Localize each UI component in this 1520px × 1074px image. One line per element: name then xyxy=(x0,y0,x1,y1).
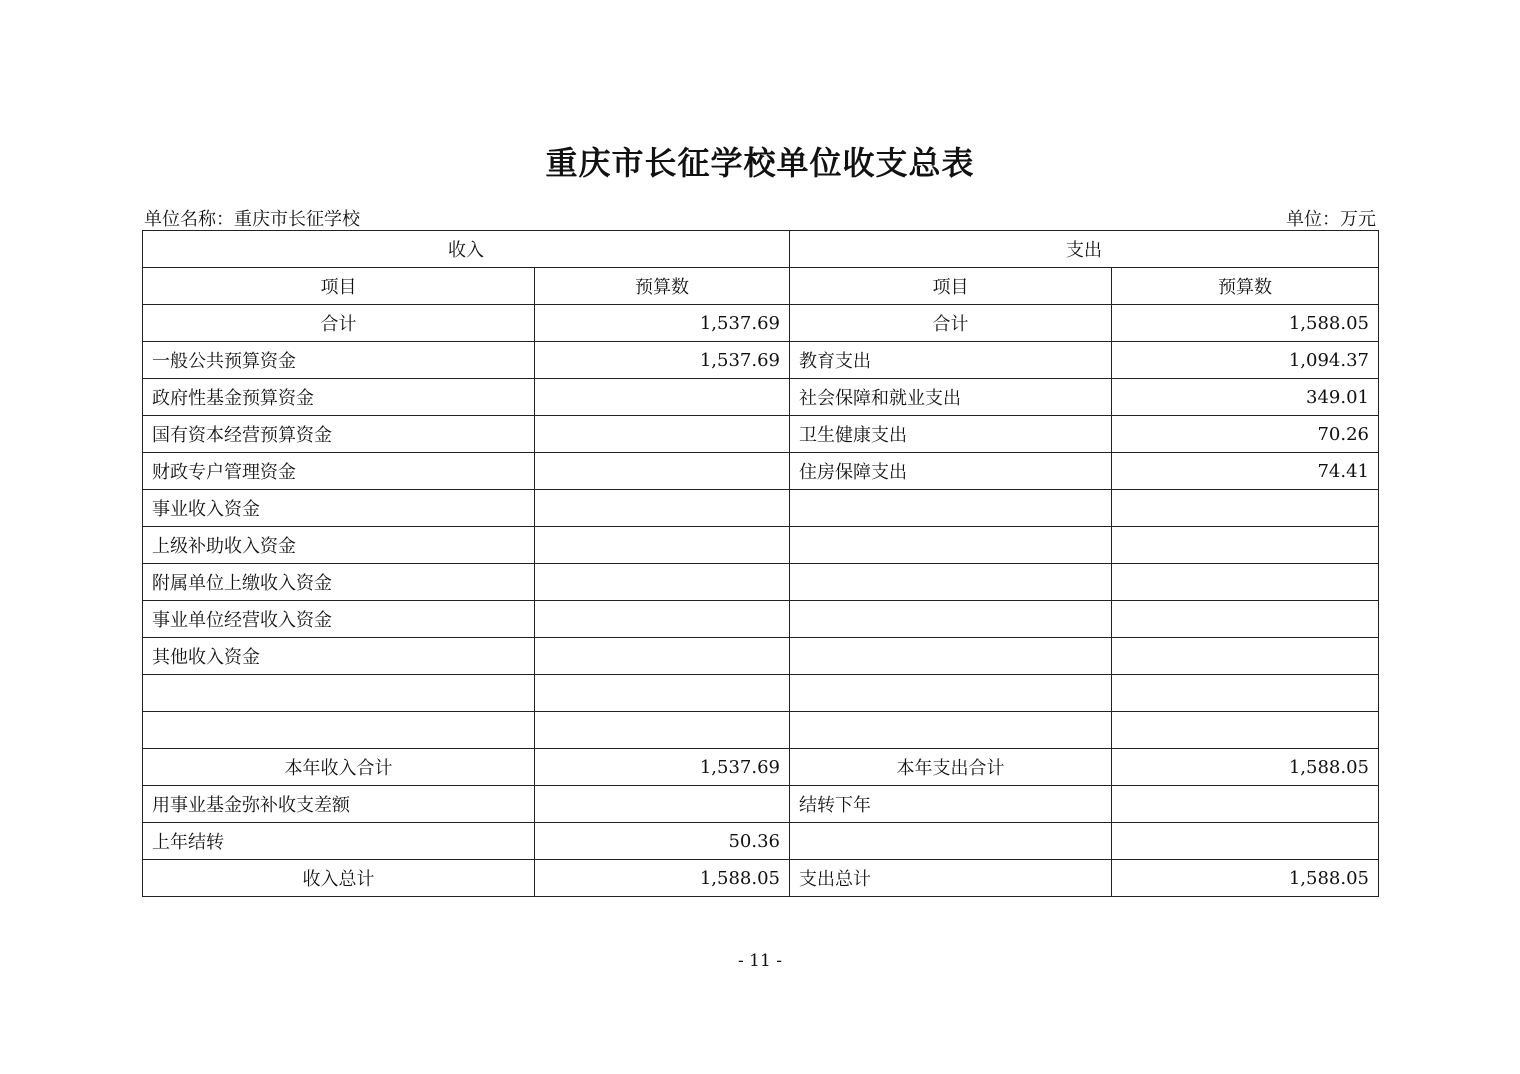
income-item-cell: 合计 xyxy=(143,305,535,342)
income-item-cell: 用事业基金弥补收支差额 xyxy=(143,786,535,823)
expense-value-cell: 349.01 xyxy=(1112,379,1379,416)
expense-item-cell: 本年支出合计 xyxy=(790,749,1112,786)
income-item-cell: 事业收入资金 xyxy=(143,490,535,527)
expense-value-cell xyxy=(1112,712,1379,749)
table-row xyxy=(143,823,1379,860)
income-budget-header: 预算数 xyxy=(535,268,790,305)
table-row xyxy=(143,305,1379,342)
expense-item-cell xyxy=(790,675,1112,712)
expense-item-cell: 支出总计 xyxy=(790,860,1112,897)
page-number: - 11 - xyxy=(738,951,782,971)
income-value-cell xyxy=(535,453,790,490)
expense-item-cell: 合计 xyxy=(790,305,1112,342)
income-item-cell: 政府性基金预算资金 xyxy=(143,379,535,416)
expense-item-cell: 结转下年 xyxy=(790,786,1112,823)
expense-item-cell xyxy=(790,490,1112,527)
expense-value-cell: 70.26 xyxy=(1112,416,1379,453)
expense-item-cell xyxy=(790,712,1112,749)
expense-value-cell: 1,094.37 xyxy=(1112,342,1379,379)
income-value-cell: 1,537.69 xyxy=(535,749,790,786)
income-item-cell: 收入总计 xyxy=(143,860,535,897)
table-row xyxy=(143,564,1379,601)
income-item-header: 项目 xyxy=(143,268,535,305)
income-item-cell: 上年结转 xyxy=(143,823,535,860)
expense-value-cell xyxy=(1112,638,1379,675)
table-row xyxy=(143,453,1379,490)
expense-value-cell xyxy=(1112,490,1379,527)
unit-name-label: 单位名称：重庆市长征学校 xyxy=(144,209,360,230)
expense-value-cell: 1,588.05 xyxy=(1112,860,1379,897)
income-value-cell: 50.36 xyxy=(535,823,790,860)
expense-value-cell: 74.41 xyxy=(1112,453,1379,490)
expense-value-cell: 1,588.05 xyxy=(1112,749,1379,786)
income-value-cell xyxy=(535,638,790,675)
expense-value-cell: 1,588.05 xyxy=(1112,305,1379,342)
expense-value-cell xyxy=(1112,786,1379,823)
section-header-row xyxy=(143,231,1379,268)
table-row xyxy=(143,379,1379,416)
expense-item-header: 项目 xyxy=(790,268,1112,305)
income-value-cell xyxy=(535,379,790,416)
table-row xyxy=(143,860,1379,897)
column-header-row xyxy=(143,268,1379,305)
income-value-cell: 1,588.05 xyxy=(535,860,790,897)
table-row xyxy=(143,712,1379,749)
unit-label: 单位：万元 xyxy=(1286,209,1376,230)
page-title: 重庆市长征学校单位收支总表 xyxy=(545,144,975,182)
expense-value-cell xyxy=(1112,823,1379,860)
table-row xyxy=(143,638,1379,675)
table-row xyxy=(143,527,1379,564)
income-value-cell xyxy=(535,564,790,601)
income-item-cell: 附属单位上缴收入资金 xyxy=(143,564,535,601)
expense-item-cell: 卫生健康支出 xyxy=(790,416,1112,453)
income-item-cell: 事业单位经营收入资金 xyxy=(143,601,535,638)
income-value-cell xyxy=(535,601,790,638)
expense-item-cell xyxy=(790,823,1112,860)
table-row xyxy=(143,786,1379,823)
income-item-cell: 国有资本经营预算资金 xyxy=(143,416,535,453)
income-value-cell xyxy=(535,712,790,749)
income-value-cell: 1,537.69 xyxy=(535,342,790,379)
table-row xyxy=(143,749,1379,786)
table-row xyxy=(143,490,1379,527)
income-value-cell xyxy=(535,416,790,453)
expense-value-cell xyxy=(1112,601,1379,638)
income-value-cell xyxy=(535,490,790,527)
income-item-cell: 财政专户管理资金 xyxy=(143,453,535,490)
table-body xyxy=(143,305,1379,897)
income-value-cell xyxy=(535,675,790,712)
expense-item-cell: 住房保障支出 xyxy=(790,453,1112,490)
expense-item-cell xyxy=(790,564,1112,601)
expense-item-cell xyxy=(790,601,1112,638)
income-item-cell xyxy=(143,675,535,712)
income-header: 收入 xyxy=(143,231,790,268)
expense-value-cell xyxy=(1112,527,1379,564)
expense-item-cell xyxy=(790,638,1112,675)
table-row xyxy=(143,601,1379,638)
expense-value-cell xyxy=(1112,564,1379,601)
income-value-cell xyxy=(535,527,790,564)
table-row xyxy=(143,416,1379,453)
income-value-cell: 1,537.69 xyxy=(535,305,790,342)
income-value-cell xyxy=(535,786,790,823)
table-row xyxy=(143,342,1379,379)
income-item-cell: 其他收入资金 xyxy=(143,638,535,675)
expense-header: 支出 xyxy=(790,231,1379,268)
income-item-cell: 本年收入合计 xyxy=(143,749,535,786)
income-item-cell: 一般公共预算资金 xyxy=(143,342,535,379)
expense-value-cell xyxy=(1112,675,1379,712)
expense-item-cell xyxy=(790,527,1112,564)
expense-budget-header: 预算数 xyxy=(1112,268,1379,305)
expense-item-cell: 社会保障和就业支出 xyxy=(790,379,1112,416)
table-row xyxy=(143,675,1379,712)
income-item-cell xyxy=(143,712,535,749)
budget-summary-table xyxy=(142,230,1379,897)
expense-item-cell: 教育支出 xyxy=(790,342,1112,379)
income-item-cell: 上级补助收入资金 xyxy=(143,527,535,564)
